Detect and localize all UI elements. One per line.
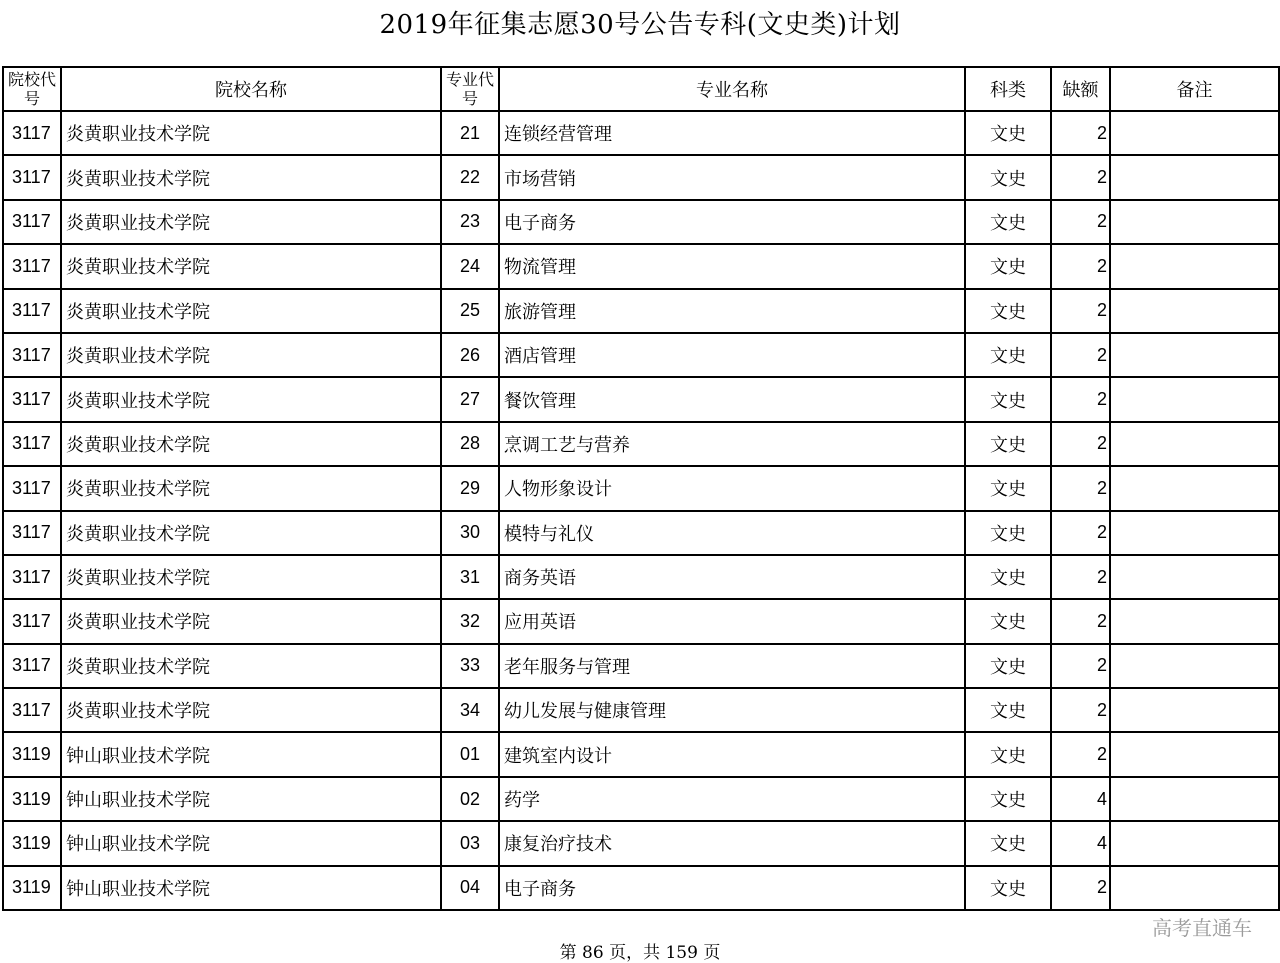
cell-note [1110,511,1279,555]
cell-school-code: 3117 [3,644,61,688]
cell-quota: 2 [1051,555,1110,599]
cell-note [1110,555,1279,599]
cell-school-name: 炎黄职业技术学院 [61,466,441,510]
table-row [3,200,1279,244]
cell-note [1110,821,1279,865]
cell-major-name: 应用英语 [499,599,965,643]
cell-quota: 2 [1051,111,1110,155]
table-row [3,244,1279,288]
cell-school-code: 3117 [3,377,61,421]
cell-school-name: 炎黄职业技术学院 [61,599,441,643]
header-school-name: 院校名称 [61,67,441,111]
cell-major-code: 24 [441,244,499,288]
cell-school-name: 炎黄职业技术学院 [61,155,441,199]
table-row [3,111,1279,155]
cell-quota: 4 [1051,821,1110,865]
header-quota: 缺额 [1051,67,1110,111]
header-major-name: 专业名称 [499,67,965,111]
cell-category: 文史 [965,644,1051,688]
cell-major-name: 老年服务与管理 [499,644,965,688]
cell-note [1110,422,1279,466]
cell-major-name: 人物形象设计 [499,466,965,510]
cell-school-code: 3117 [3,155,61,199]
cell-major-code: 01 [441,732,499,776]
cell-note [1110,155,1279,199]
cell-category: 文史 [965,466,1051,510]
cell-category: 文史 [965,866,1051,910]
page-title: 2019年征集志愿30号公告专科(文史类)计划 [379,10,901,40]
cell-school-code: 3119 [3,821,61,865]
cell-note [1110,866,1279,910]
table-row [3,555,1279,599]
header-school-code: 院校代号 [3,67,61,111]
cell-category: 文史 [965,289,1051,333]
cell-school-code: 3117 [3,111,61,155]
cell-school-name: 炎黄职业技术学院 [61,688,441,732]
cell-school-name: 炎黄职业技术学院 [61,111,441,155]
plan-table [2,66,1280,911]
table-row [3,155,1279,199]
table-row [3,644,1279,688]
cell-school-code: 3119 [3,777,61,821]
cell-quota: 2 [1051,333,1110,377]
cell-category: 文史 [965,732,1051,776]
cell-major-name: 幼儿发展与健康管理 [499,688,965,732]
table-row [3,821,1279,865]
cell-note [1110,688,1279,732]
table-row [3,599,1279,643]
cell-school-code: 3117 [3,511,61,555]
cell-note [1110,466,1279,510]
cell-school-name: 炎黄职业技术学院 [61,289,441,333]
cell-category: 文史 [965,155,1051,199]
table-row [3,466,1279,510]
cell-major-name: 旅游管理 [499,289,965,333]
cell-quota: 2 [1051,289,1110,333]
cell-school-code: 3117 [3,289,61,333]
cell-major-name: 酒店管理 [499,333,965,377]
cell-category: 文史 [965,821,1051,865]
cell-note [1110,111,1279,155]
cell-major-name: 电子商务 [499,866,965,910]
cell-school-name: 炎黄职业技术学院 [61,644,441,688]
cell-major-code: 31 [441,555,499,599]
table-row [3,866,1279,910]
cell-major-name: 物流管理 [499,244,965,288]
cell-major-code: 23 [441,200,499,244]
cell-major-name: 餐饮管理 [499,377,965,421]
cell-school-code: 3117 [3,200,61,244]
cell-quota: 2 [1051,466,1110,510]
cell-school-name: 炎黄职业技术学院 [61,200,441,244]
cell-major-code: 30 [441,511,499,555]
cell-school-name: 炎黄职业技术学院 [61,244,441,288]
cell-quota: 2 [1051,866,1110,910]
cell-school-code: 3117 [3,333,61,377]
cell-major-name: 建筑室内设计 [499,732,965,776]
cell-major-code: 02 [441,777,499,821]
cell-note [1110,200,1279,244]
cell-quota: 4 [1051,777,1110,821]
cell-quota: 2 [1051,732,1110,776]
cell-school-name: 炎黄职业技术学院 [61,377,441,421]
cell-category: 文史 [965,688,1051,732]
table-row [3,289,1279,333]
header-note: 备注 [1110,67,1279,111]
cell-category: 文史 [965,333,1051,377]
cell-major-code: 25 [441,289,499,333]
cell-school-code: 3117 [3,555,61,599]
cell-note [1110,333,1279,377]
cell-school-code: 3117 [3,599,61,643]
cell-note [1110,732,1279,776]
cell-major-code: 29 [441,466,499,510]
cell-major-code: 28 [441,422,499,466]
watermark-text: 高考直通车 [1152,916,1252,940]
cell-major-code: 34 [441,688,499,732]
cell-note [1110,777,1279,821]
cell-major-code: 27 [441,377,499,421]
cell-school-name: 钟山职业技术学院 [61,866,441,910]
cell-major-name: 模特与礼仪 [499,511,965,555]
cell-note [1110,244,1279,288]
cell-category: 文史 [965,422,1051,466]
cell-quota: 2 [1051,599,1110,643]
cell-category: 文史 [965,777,1051,821]
cell-note [1110,599,1279,643]
cell-category: 文史 [965,244,1051,288]
cell-school-code: 3119 [3,732,61,776]
cell-quota: 2 [1051,511,1110,555]
cell-major-name: 药学 [499,777,965,821]
table-row [3,333,1279,377]
cell-quota: 2 [1051,377,1110,421]
cell-major-code: 33 [441,644,499,688]
cell-major-code: 03 [441,821,499,865]
cell-major-code: 22 [441,155,499,199]
cell-category: 文史 [965,555,1051,599]
cell-category: 文史 [965,200,1051,244]
table-row [3,422,1279,466]
cell-note [1110,289,1279,333]
header-major-code: 专业代号 [441,67,499,111]
cell-school-name: 炎黄职业技术学院 [61,511,441,555]
cell-category: 文史 [965,111,1051,155]
cell-quota: 2 [1051,155,1110,199]
cell-major-name: 康复治疗技术 [499,821,965,865]
cell-note [1110,644,1279,688]
cell-major-code: 21 [441,111,499,155]
cell-school-code: 3117 [3,244,61,288]
cell-major-code: 26 [441,333,499,377]
cell-school-code: 3117 [3,466,61,510]
cell-school-name: 炎黄职业技术学院 [61,333,441,377]
page-footer: 第 86 页，共 159 页 [559,943,721,963]
cell-school-name: 钟山职业技术学院 [61,821,441,865]
cell-major-name: 商务英语 [499,555,965,599]
table-row [3,688,1279,732]
table-row [3,377,1279,421]
cell-major-code: 04 [441,866,499,910]
cell-category: 文史 [965,599,1051,643]
cell-major-name: 连锁经营管理 [499,111,965,155]
table-row [3,511,1279,555]
cell-quota: 2 [1051,688,1110,732]
cell-major-name: 电子商务 [499,200,965,244]
cell-school-name: 炎黄职业技术学院 [61,555,441,599]
cell-note [1110,377,1279,421]
table-header-row [3,67,1279,111]
table-row [3,777,1279,821]
cell-school-code: 3117 [3,422,61,466]
cell-major-code: 32 [441,599,499,643]
cell-quota: 2 [1051,644,1110,688]
cell-school-name: 钟山职业技术学院 [61,732,441,776]
cell-school-code: 3117 [3,688,61,732]
cell-major-name: 市场营销 [499,155,965,199]
table-row [3,732,1279,776]
header-category: 科类 [965,67,1051,111]
cell-school-name: 钟山职业技术学院 [61,777,441,821]
cell-category: 文史 [965,511,1051,555]
cell-school-name: 炎黄职业技术学院 [61,422,441,466]
cell-quota: 2 [1051,422,1110,466]
cell-category: 文史 [965,377,1051,421]
cell-quota: 2 [1051,244,1110,288]
cell-school-code: 3119 [3,866,61,910]
cell-quota: 2 [1051,200,1110,244]
cell-major-name: 烹调工艺与营养 [499,422,965,466]
